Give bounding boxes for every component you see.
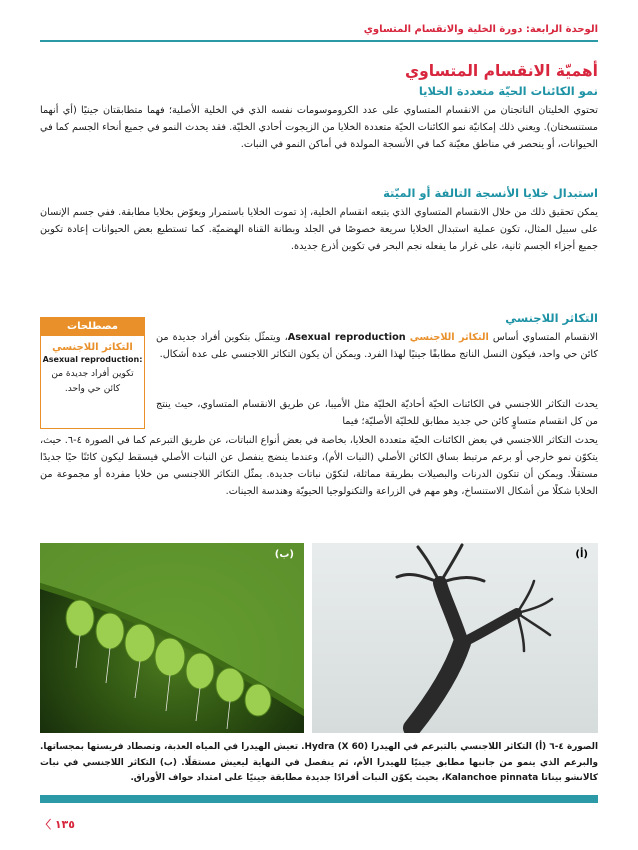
figure-caption: الصورة ٤-٦ (أ) التكاثر اللاجنسي بالتبرعم في الهيدرا (Hydra (X 60. تعيش الهيدرا في المياه العذبة، وتصطاد فريستها بمجساتها. والبرعم الذي ينمو من جانبها مطابق جينيًا للهيدرا الأم، ثم ينفصل في النهاية ليعيش مستقلًا. (ب) التكاثر اللاجنسي في نبات كالانشو بيناتا Kalanchoe pinnata، بحيث يكوّن النبات أفرادًا جديدة مطابقة جينيًا على امتداد حواف الأوراق.	[40, 742, 598, 783]
photo-a-label: (أ)	[575, 549, 588, 560]
terms-box-term-en: Asexual reproduction:	[42, 355, 143, 364]
top-divider	[40, 40, 598, 42]
paragraph-growth: تحتوي الخليتان الناتجتان من الانقسام المتساوي على عدد الكروموسومات نفسه الذي في الخلية الأصلية؛ فهما متطابقتان جينيًا (أي أنهما مستنسختان). ويعني ذلك إمكانيّة نمو الكائنات الحيّة متعددة الخلايا من الزيجوت أحادي الخليّة. فقد يحدث النمو في جميع أنحاء الجسم كما في الحيوانات، أو ينحصر في مناطق معيّنة كما في الأنسجة المولدة في أماكن النمو في النبات.	[40, 105, 598, 150]
paragraph-asexual	[156, 329, 598, 363]
page-number-value: ١٣٥	[54, 818, 75, 831]
photo-b-label: (ب)	[274, 549, 294, 560]
chevron-left-icon: 〈	[40, 818, 51, 831]
hydra-photo	[312, 543, 598, 733]
section-title: أهميّة الانقسام المتساوي	[404, 62, 598, 80]
subheading-replacement: استبدال خلايا الأنسجة التالفة أو الميّتة	[383, 186, 598, 200]
asexual-term: التكاثر اللاجنسي	[409, 332, 489, 343]
bottom-divider	[40, 795, 598, 803]
paragraph-replacement: يمكن تحقيق ذلك من خلال الانقسام المتساوي الذي يتبعه انقسام الخلية، إذ تموت الخلايا باستمرار ويعوّض بخلايا مطابقة. ففي جسم الإنسان على سبيل المثال، تكون عملية استبدال الخلايا سريعة خصوصًا في الجلد وبطانة القناة الهضميّة. كما تستطيع بعض الحيوانات إعادة تكوين جميع أجزاء الجسم ثانية، على غرار ما يفعله نجم البحر في تكوين أذرع جديدة.	[40, 207, 598, 252]
subheading-growth: نمو الكائنات الحيّة متعددة الخلايا	[418, 84, 598, 98]
asexual-term-en: Asexual reproduction	[287, 332, 406, 343]
asexual-text-end: ، ويتمثّل بتكوين أفراد جديدة من كائن حي واحد، فيكون النسل الناتج مطابقًا جينيًا لهذا الفرد. ويمكن أن يكون التكاثر اللاجنسي على عدة أشكال.	[156, 332, 598, 360]
terms-box-heading: مصطلحات	[41, 318, 144, 336]
terms-box-definition: تكوين أفراد جديدة من كائن حي واحد.	[51, 369, 134, 394]
subheading-asexual: التكاثر اللاجنسي	[505, 311, 598, 325]
terms-box	[40, 317, 145, 429]
terms-box-term: التكاثر اللاجنسي	[52, 342, 133, 353]
paragraph-unicellular: يحدث التكاثر اللاجنسي في الكائنات الحيّة أحاديّة الخليّة مثل الأميبا، عن طريق الانقسام المتساوي، حيث ينتج من كل انقسام متساوٍ كائن حي جديد مطابق للخليّة الأصليّة؛ فيما	[156, 399, 598, 427]
kalanchoe-photo	[40, 543, 304, 733]
paragraph-budding: يحدث التكاثر اللاجنسي في بعض الكائنات الحيّة متعددة الخلايا، بخاصة في بعض أنواع النباتات، عن طريق التبرعم كما في الصورة ٤-٦. حيث، يتكوّن نمو خارجي أو برعم مرتبط بساق الكائن الأصلي (النبات الأم)، وعندما ينضج ينفصل عن النبات الأصلي فيسقط ليكون كائنًا حيًا جديدًا مستقلًا. ويمكن أن تتكون الدرنات والبصيلات بطريقة مماثلة، لتكوّن نباتات جديدة. يمثّل التكاثر اللاجنسي من خلايا مفردة أو مجموعة من الخلايا شكلًا من أشكال الاستنساخ، وهو مهم في الزراعة والتكنولوجيا الحيويّة وهندسة الجينات.	[40, 435, 598, 497]
asexual-text-start: الانقسام المتساوي أساس	[488, 332, 598, 343]
kalanchoe-illustration	[40, 543, 304, 733]
hydra-illustration	[312, 543, 598, 733]
page-number	[40, 816, 75, 832]
unit-header: الوحدة الرابعة: دورة الخلية والانقسام المتساوي	[363, 24, 598, 35]
